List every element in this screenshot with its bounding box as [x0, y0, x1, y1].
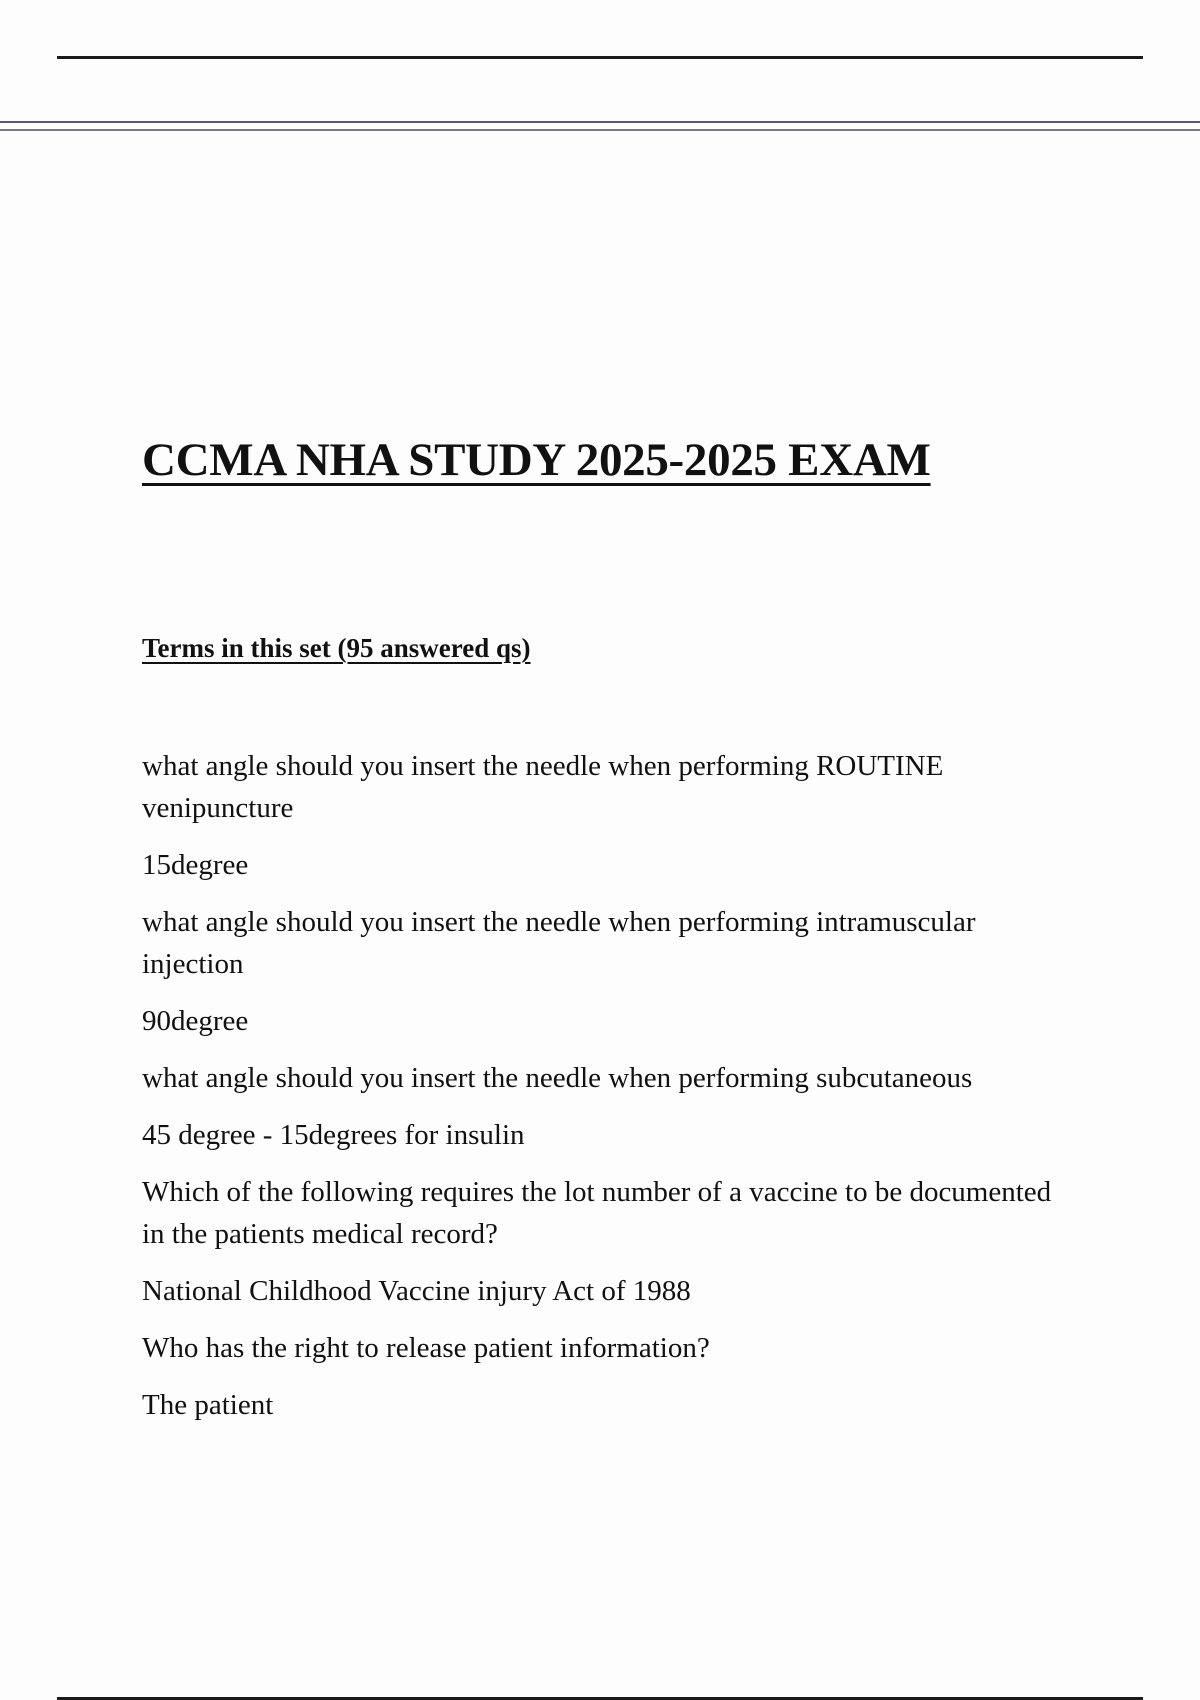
terms-heading: Terms in this set (95 answered qs) [142, 633, 531, 663]
header-double-rule-upper [0, 121, 1200, 123]
qa-item [142, 745, 1072, 886]
answer-text: The patient [142, 1389, 274, 1421]
qa-item [142, 1171, 1072, 1312]
answer-text: National Childhood Vaccine injury Act of 1988 [142, 1275, 691, 1307]
question-text: what angle should you insert the needle when performing ROUTINE venipuncture [142, 750, 944, 824]
qa-list [142, 745, 1072, 1441]
header-double-rule-lower [0, 129, 1200, 131]
question-text: Who has the right to release patient information? [142, 1332, 710, 1364]
qa-item [142, 901, 1072, 1042]
question-text: what angle should you insert the needle when performing intramuscular injection [142, 906, 976, 980]
document-title: CCMA NHA STUDY 2025-2025 EXAM [142, 434, 931, 486]
qa-item [142, 1327, 1072, 1426]
question-text: what angle should you insert the needle when performing subcutaneous [142, 1062, 973, 1094]
answer-text: 15degree [142, 849, 249, 881]
qa-item [142, 1057, 1072, 1156]
header-rule [57, 56, 1143, 59]
answer-text: 90degree [142, 1005, 249, 1037]
question-text: Which of the following requires the lot number of a vaccine to be documented in the patients medical record? [142, 1176, 1052, 1250]
answer-text: 45 degree - 15degrees for insulin [142, 1119, 525, 1151]
